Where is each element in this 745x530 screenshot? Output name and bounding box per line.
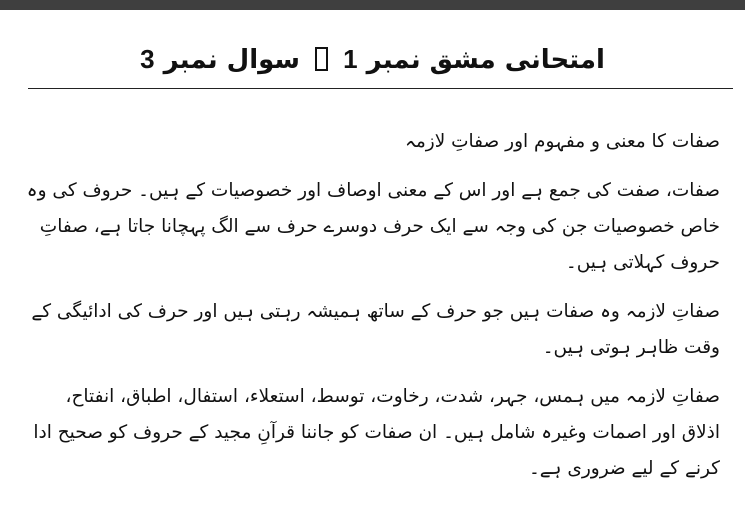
- title-question-label: سوال نمبر: [163, 45, 300, 75]
- title-exercise-number: 1: [343, 44, 358, 74]
- page-title: [0, 42, 745, 77]
- title-question-number: 3: [140, 44, 155, 74]
- paragraph-definition: صفات، صفت کی جمع ہے اور اس کے معنی اوصاف اور خصوصیات کے ہیں۔ حروف کی وہ خاص خصوصیات جن کی وجہ سے ایک حرف دوسرے حرف سے الگ پہچانا جاتا ہے، صفاتِ حروف کہلاتی ہیں۔: [26, 180, 720, 273]
- title-divider: [28, 88, 733, 89]
- document-body: [22, 124, 720, 500]
- paragraph-examples: صفاتِ لازمہ میں ہمس، جہر، شدت، رخاوت، توسط، استعلاء، استفال، اطباق، انفتاح، اذلاق اور اصمات وغیرہ شامل ہیں۔ ان صفات کو جاننا قرآنِ مجید کے حروف کو صحیح ادا کرنے کے لیے ضروری ہے۔: [33, 386, 720, 479]
- missing-glyph-box-icon: [315, 47, 328, 71]
- section-heading: صفات کا معنی و مفہوم اور صفاتِ لازمہ: [405, 131, 720, 152]
- title-exercise-label: امتحانی مشق نمبر: [366, 45, 605, 75]
- window-top-bar: [0, 0, 745, 10]
- paragraph-lazima: صفاتِ لازمہ وہ صفات ہیں جو حرف کے ساتھ ہمیشہ رہتی ہیں اور حرف کی ادائیگی کے وقت ظاہر ہوتی ہیں۔: [31, 301, 720, 358]
